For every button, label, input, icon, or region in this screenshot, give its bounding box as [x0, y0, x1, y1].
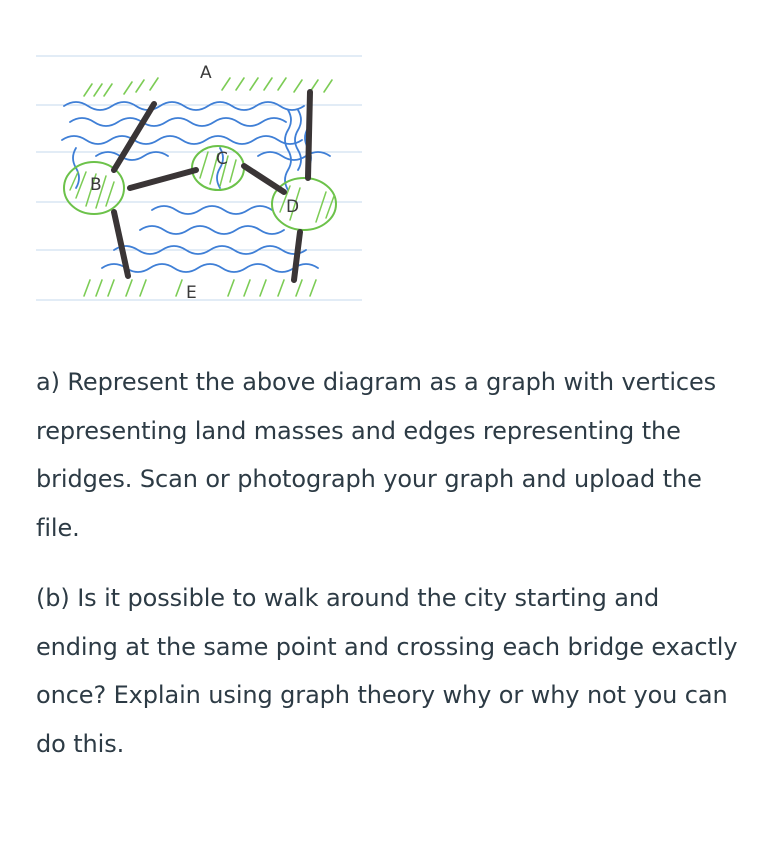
- label-a: A: [200, 63, 212, 83]
- bridge-d-e: [294, 232, 300, 280]
- label-d: D: [286, 197, 300, 217]
- bridge-c-d: [244, 166, 284, 192]
- label-e: E: [186, 283, 197, 303]
- question-part-b: (b) Is it possible to walk around the city starting and ending at the same point and crossing each bridge exactly once? Explain using graph theory why or why not you can do this.: [36, 584, 738, 758]
- bridge-b-e: [114, 212, 128, 276]
- land-e-hatching: [84, 280, 316, 296]
- bridge-a-d: [308, 92, 310, 178]
- land-d: [272, 178, 336, 230]
- question-part-a: a) Represent the above diagram as a graph with vertices representing land masses and edges representing the bridges. Scan or photograph your graph and upload the file.: [36, 368, 717, 542]
- bridge-b-c: [130, 170, 196, 188]
- label-b: B: [90, 175, 102, 195]
- label-c: C: [216, 149, 228, 169]
- bridges-diagram: [32, 48, 366, 310]
- bridges-sketch: [32, 48, 366, 310]
